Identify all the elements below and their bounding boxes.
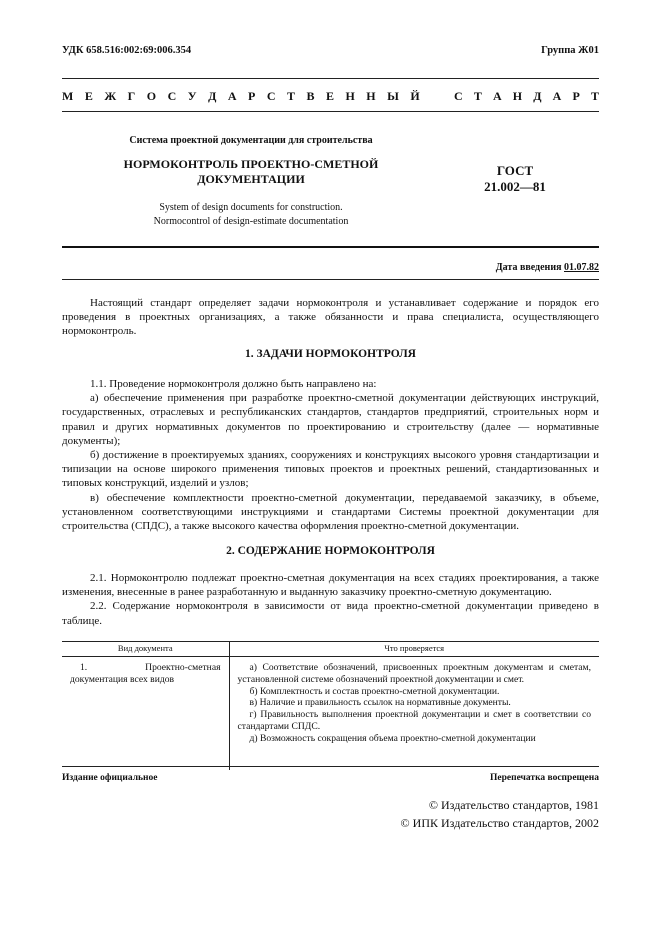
banner-bottom-rule: [62, 111, 599, 112]
title-line-2: ДОКУМЕНТАЦИИ: [197, 172, 305, 186]
section-1-heading: 1. ЗАДАЧИ НОРМОКОНТРОЛЯ: [245, 348, 416, 360]
banner-letter: Р: [572, 89, 580, 103]
banner-letter: У: [187, 89, 197, 103]
clause-1-1: 1.1. Проведение нормоконтроля должно быть направлено на:: [90, 378, 377, 390]
banner-letter: Т: [473, 89, 482, 103]
gost-number: 21.002—81: [484, 179, 546, 194]
official-edition-note: Издание официальное: [62, 773, 158, 783]
banner-word-interstate: [62, 89, 420, 104]
banner-letter: Ы: [387, 89, 399, 103]
clause-1-1-b: б) достижение в проектируемых зданиях, сооружениях и конструкциях высокого уровня стандартизации и типизации на основе широкого применения типовых проектов и проектных решений, стандартизованных и типовых конструкций, изделий и узлов;: [62, 449, 599, 490]
banner-letter: Д: [208, 89, 217, 103]
banner-letter: С: [266, 89, 276, 103]
copyright-2002: © ИПК Издательство стандартов, 2002: [400, 816, 599, 830]
banner-letter: Й: [410, 89, 420, 103]
norm-control-table-wrapper: [62, 641, 599, 770]
table-row: [62, 657, 599, 771]
banner-letter: А: [227, 89, 237, 103]
document-title: [62, 157, 440, 187]
banner-letter: С: [167, 89, 177, 103]
date-rule: [62, 279, 599, 280]
title-line-1: НОРМОКОНТРОЛЬ ПРОЕКТНО-СМЕТНОЙ: [123, 157, 379, 171]
banner-letter: В: [306, 89, 315, 103]
clause-2-2: 2.2. Содержание нормоконтроля в зависимости от вида проектно-сметной документации приведено в таблице.: [62, 600, 599, 627]
table-cell-checks: [229, 657, 599, 771]
check-item: в) Наличие и правильность ссылок на нормативные документы.: [249, 697, 511, 709]
banner-letter: А: [552, 89, 562, 103]
table-header-document-type: Вид документа: [62, 642, 229, 657]
clause-1-1-c: в) обеспечение комплектности проектно-сметной документации, передаваемой заказчику, в объеме, установленном соответствующими инструкциями и стандартами Системы проектной документации для строительства (СПДС), а также высокого качества оформления проектно-сметной документации.: [62, 491, 599, 533]
english-title-line-1: System of design documents for construction.: [159, 202, 343, 213]
section-1-body: [62, 377, 599, 533]
check-item: а) Соответствие обозначений, присвоенных проектным документам и сметам, установленной системе обозначений проектной документации и смет.: [237, 662, 591, 685]
banner-letter: Н: [366, 89, 376, 103]
gost-label: ГОСТ: [496, 163, 534, 178]
clause-1-1-a: а) обеспечение применения при разработке проектно-сметной документации действующих инструкций, государственных, отраслевых и республиканских стандартов, стандартов предприятий, строительных норм и правил и других нормативных документов по проектированию и строительству (далее — нормативные документы);: [62, 392, 599, 447]
banner-word-standard: [454, 89, 599, 104]
banner-letter: Д: [533, 89, 542, 103]
footer-rule: [62, 766, 599, 767]
copyright-1981: © Издательство стандартов, 1981: [428, 798, 599, 812]
check-item: г) Правильность выполнения проектной документации и смет в соответствии со стандартами СПДС.: [237, 709, 591, 732]
check-item: б) Комплектность и состав проектно-сметной документации.: [249, 685, 500, 697]
title-block-rule: [62, 246, 599, 248]
banner-letter: М: [62, 89, 74, 103]
banner-letter: Т: [590, 89, 599, 103]
english-title-line-2: Normocontrol of design-estimate documentation: [153, 215, 349, 227]
banner-letter: Ж: [104, 89, 117, 103]
system-name: Система проектной документации для строительства: [129, 135, 373, 146]
norm-control-table: [62, 641, 599, 770]
check-item: д) Возможность сокращения объема проектно-сметной документации: [249, 732, 536, 744]
introduction-date-label: Дата введения: [495, 262, 562, 273]
banner-letter: Н: [512, 89, 523, 103]
banner-letter: Г: [127, 89, 136, 103]
clause-2-1: 2.1. Нормоконтролю подлежат проектно-сметная документация на всех стадиях проектирования, а также изменения, внесенные в ранее разработанную и выданную заказчику проектно-сметную документацию.: [62, 572, 599, 599]
banner-letter: Н: [345, 89, 355, 103]
table-header-row: [62, 642, 599, 657]
banner-letter: Р: [247, 89, 256, 103]
section-2-body: [62, 571, 599, 628]
banner-letter: Е: [325, 89, 334, 103]
banner-letter: Е: [84, 89, 93, 103]
banner-letter: С: [454, 89, 463, 103]
banner-letter: О: [146, 89, 157, 103]
introduction-date-value: 01.07.82: [564, 262, 599, 273]
introduction-date: [496, 262, 599, 273]
top-rule: [62, 78, 599, 79]
table-header-what-is-checked: Что проверяется: [229, 642, 599, 657]
interstate-standard-banner: [62, 89, 599, 104]
english-title: [62, 201, 440, 228]
udk-code: УДК 658.516:002:69:006.354: [62, 45, 192, 56]
group-code: Группа Ж01: [541, 45, 599, 56]
reprint-prohibited-note: Перепечатка воспрещена: [489, 773, 599, 783]
gost-designation: [440, 163, 590, 195]
banner-letter: Т: [286, 89, 295, 103]
intro-paragraph: Настоящий стандарт определяет задачи нормоконтроля и устанавливает содержание и порядок его проведения в проектных организациях, а также обязанности и права специалиста, осуществляющего нормоконтроль.: [62, 297, 599, 338]
banner-letter: А: [492, 89, 502, 103]
section-2-heading: 2. СОДЕРЖАНИЕ НОРМОКОНТРОЛЯ: [226, 545, 435, 557]
table-cell-document-type: 1. Проектно-сметная документация всех видов: [62, 657, 229, 771]
